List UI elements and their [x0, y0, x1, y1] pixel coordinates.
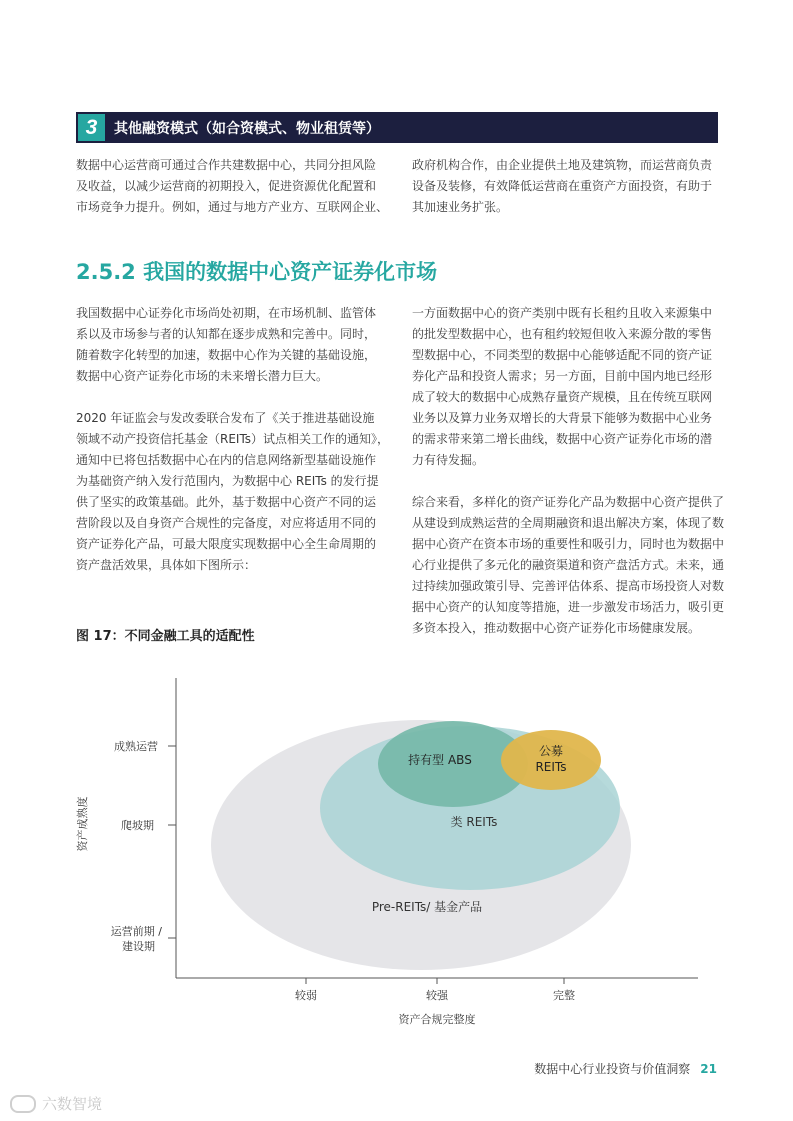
region-label-holding-abs: 持有型 ABS — [408, 753, 472, 767]
watermark-logo-icon — [10, 1095, 36, 1113]
footer-title: 数据中心行业投资与价值洞察 — [534, 1062, 691, 1076]
y-tick-label: 成熟运营 — [114, 740, 158, 753]
page-number: 21 — [700, 1062, 717, 1076]
watermark-text: 六数智境 — [42, 1095, 103, 1113]
watermark — [10, 1093, 102, 1114]
y-tick-label: 建设期 — [122, 940, 155, 953]
page-footer — [534, 1060, 717, 1077]
y-tick-label: 爬坡期 — [121, 819, 154, 832]
left-paragraph-1: 我国数据中心证券化市场尚处初期，在市场机制、监管体 系以及市场参与者的认知都在逐步成熟和完善中。同时， 随着数字化转型的加速，数据中心作为关键的基础设施， 数据中心资产证券化市场的未来增长潜力巨大。 — [76, 306, 377, 383]
right-paragraph-2: 综合来看，多样化的资产证券化产品为数据中心资产提供了 从建设到成熟运营的全周期融资和退出解决方案，体现了数 据中心资产在资本市场的重要性和吸引力，同时也为数据中 心行业提供了多元化的融资渠道和资产盘活方式。未来，通 过持续加强政策引导、完善评估体系、提高市场投资人对数 据中心资产的认知度等措施，进一步激发市场活力，吸引更 多资本投入，推动数据中心资产证券化市场健康发展。 — [412, 495, 725, 635]
region-label-class-reits: 类 REITs — [450, 815, 498, 829]
region-label-public-reits-line2: REITs — [535, 760, 567, 774]
region-label-public-reits-line1: 公募 — [538, 744, 564, 758]
x-axis-label: 资产合规完整度 — [398, 1013, 476, 1026]
figure-title: 图 17：不同金融工具的适配性 — [76, 629, 255, 644]
page-heading: 2.5.2 我国的数据中心资产证券化市场 — [76, 260, 438, 284]
section-left-paragraph: 数据中心运营商可通过合作共建数据中心，共同分担风险 及收益，以减少运营商的初期投入，促进资源优化配置和 市场竞争力提升。例如，通过与地方产业方、互联网企业、 — [76, 158, 389, 214]
x-tick-label: 完整 — [553, 989, 575, 1002]
financial-tools-diagram — [0, 660, 793, 1040]
right-paragraph-1: 一方面数据中心的资产类别中既有长租约且收入来源集中 的批发型数据中心，也有租约较短但收入来源分散的零售 型数据中心，不同类型的数据中心能够适配不同的资产证 券化产品和投资人需求；另一方面，目前中国内地已经形 成了较大的数据中心成熟存量资产规模，且在传统互联网 业务以及算力业务双增长的大背景下能够为数据中心业务 的需求带来第二增长曲线，数据中心资产证券化市场的潜 力有待发掘。 — [412, 306, 713, 467]
section-header — [76, 112, 718, 143]
x-tick-label: 较弱 — [295, 989, 317, 1002]
section-right-paragraph: 政府机构合作，由企业提供土地及建筑物，而运营商负责 设备及装修，有效降低运营商在重资产方面投资，有助于 其加速业务扩张。 — [412, 158, 713, 214]
region-label-pre-reits: Pre-REITs/ 基金产品 — [371, 900, 483, 914]
x-tick-label: 较强 — [426, 989, 448, 1002]
section-number-badge: 3 — [78, 114, 105, 141]
y-tick-label: 运营前期 / — [110, 925, 162, 938]
y-axis-label: 资产成熟度 — [76, 796, 89, 852]
section-title: 其他融资模式（如合资模式、物业租赁等） — [114, 120, 380, 137]
left-paragraph-2: 2020 年证监会与发改委联合发布了《关于推进基础设施 领域不动产投资信托基金（REITs）试点相关工作的通知》， 通知中已将包括数据中心在内的信息网络新型基础设施作 为基础资产纳入发行范围内，为数据中心 REITs 的发行提 供了坚实的政策基础。此外，基于数据中心资产不同的运 营阶段以及自身资产合规性的完备度，对应将适用不同的 资产证券化产品，可最大限度实现数据中心全生命周期的 资产盘活效果，具体如下图所示： — [76, 411, 390, 572]
